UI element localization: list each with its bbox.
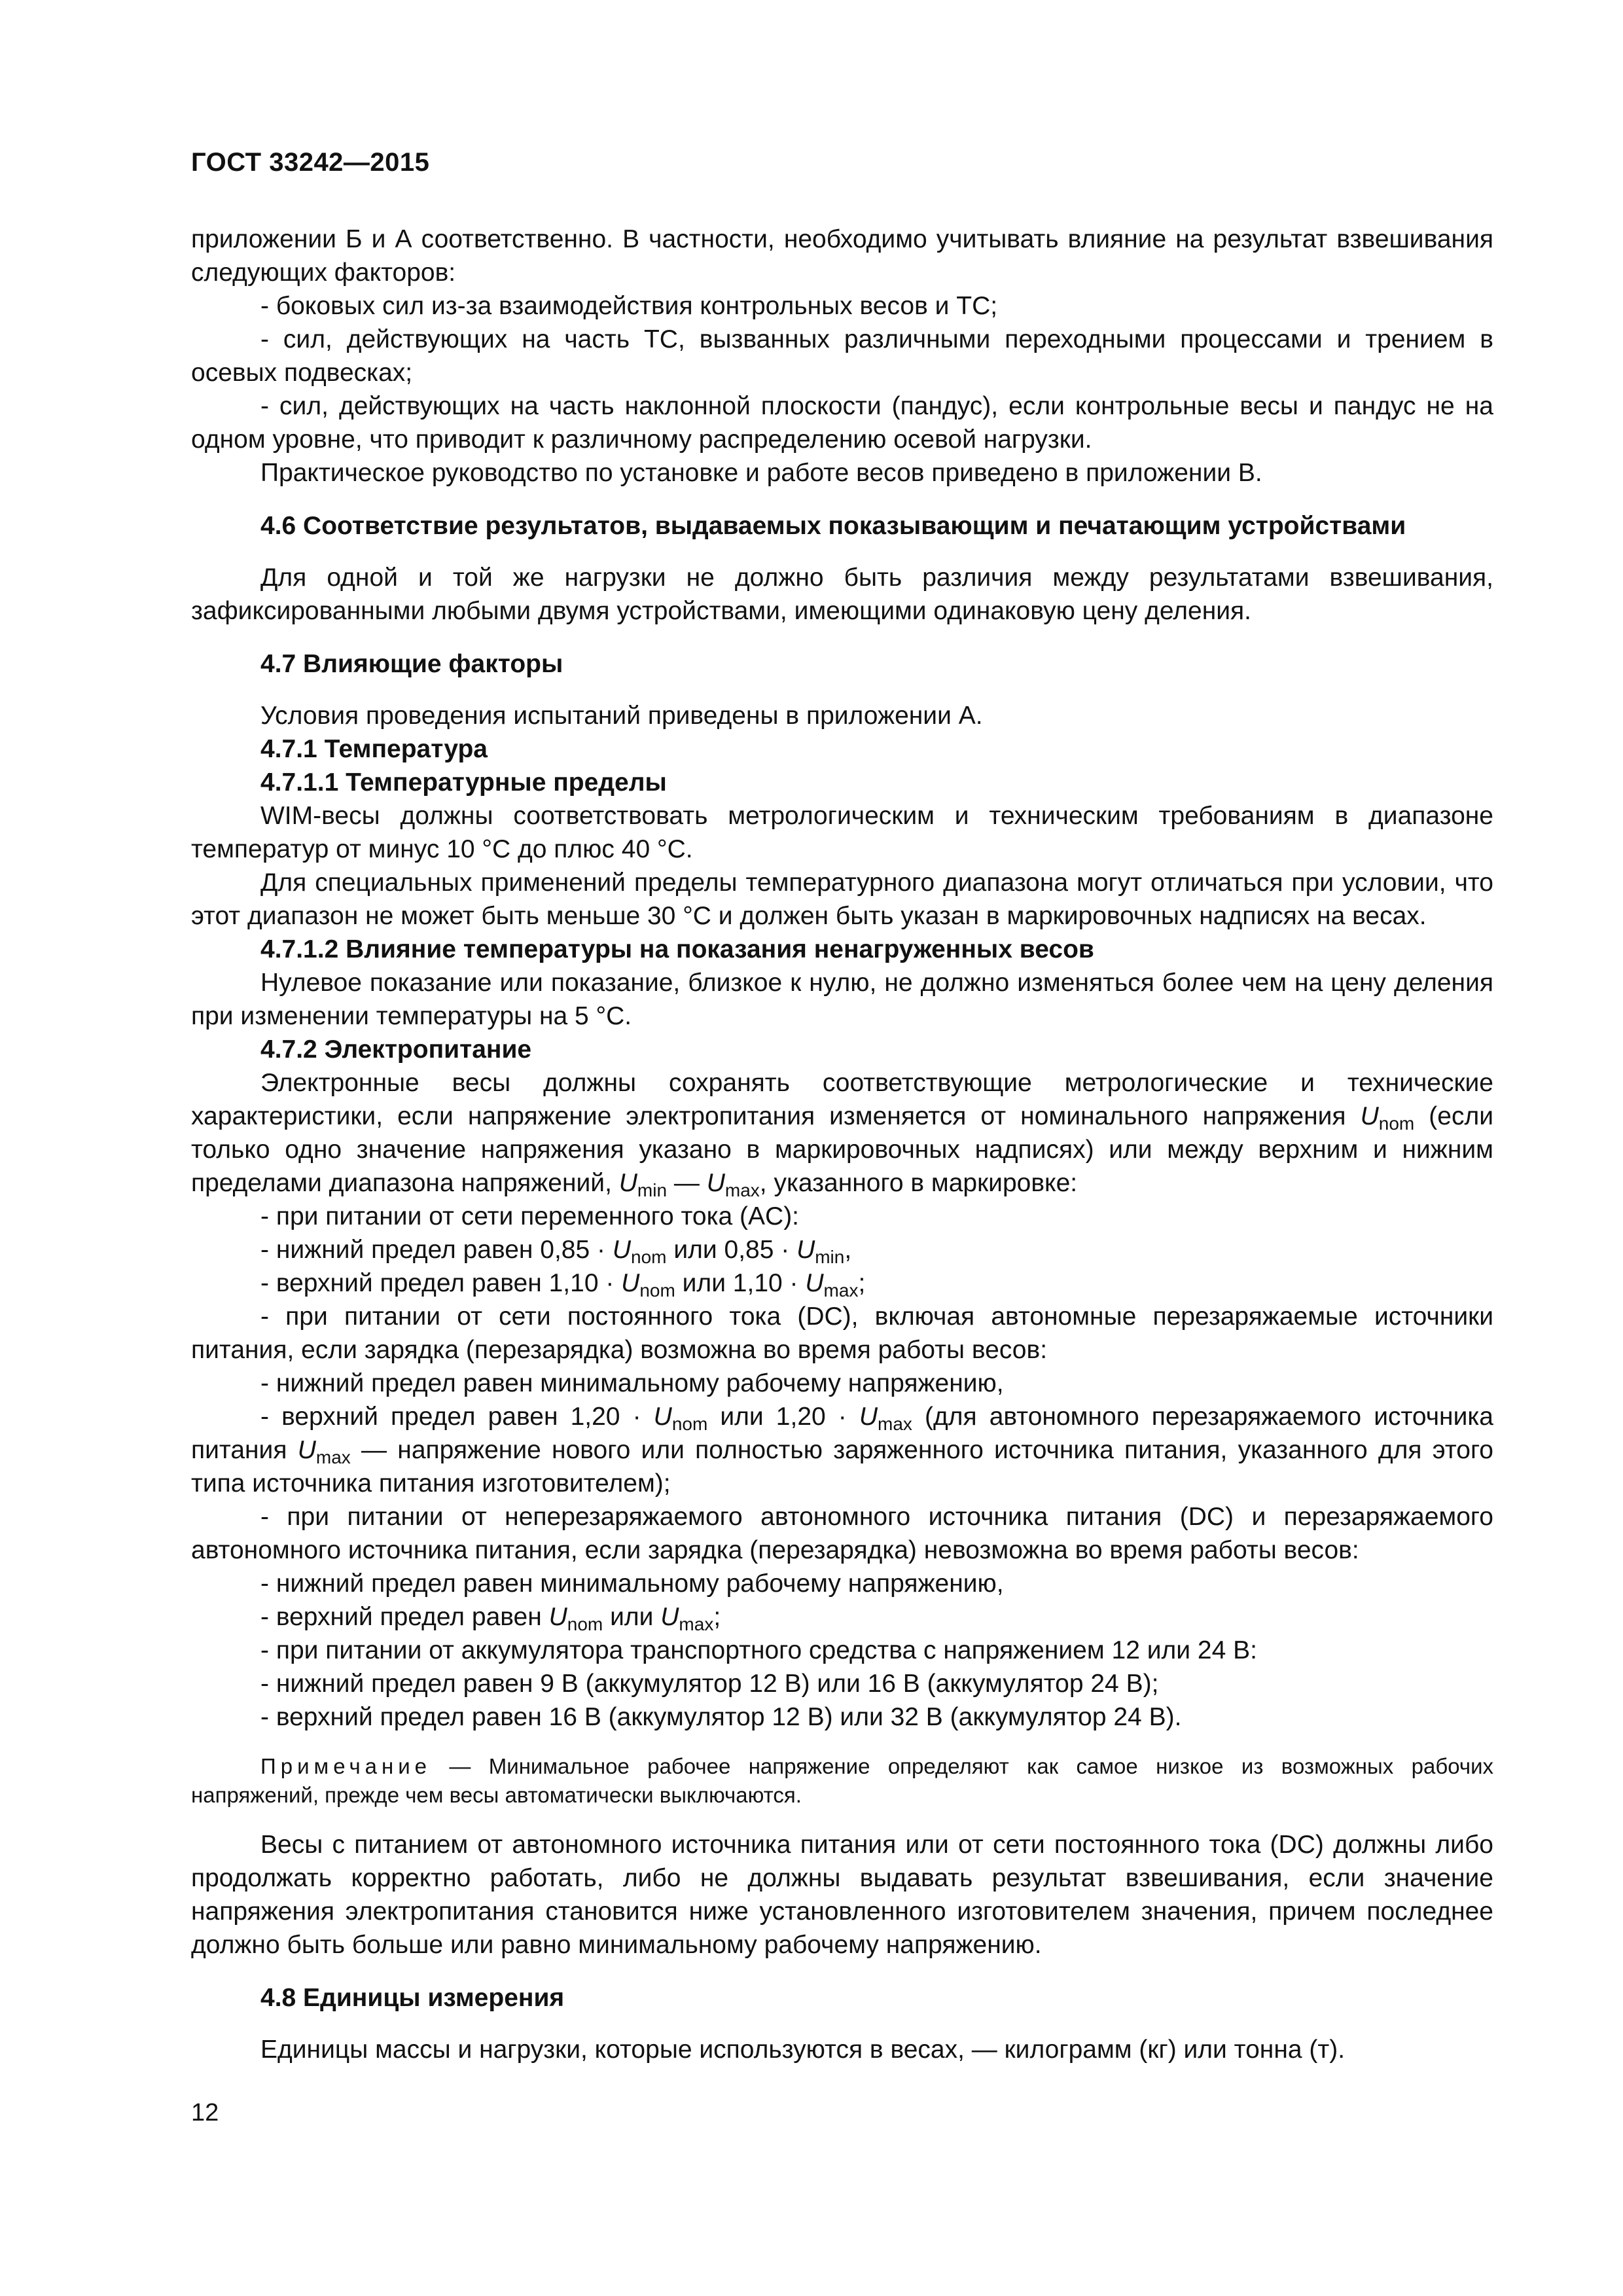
list-item-battery-title: - при питании от аккумулятора транспортного средства с напряжением 12 или 24 В: [260, 1636, 1257, 1664]
list-item-dc-high: - верхний предел равен $1,20 \cdot U_{nom}$ или $1,20 \cdot U_{max}$ (для автономного перезаряжаемого источника питания $U_{max}$ — напряжение нового или полностью заряженного источника питания, указанного для этого типа источника питания изготовителем); [191, 1403, 1494, 1498]
paragraph-4-7: Условия проведения испытаний приведены в приложении А. [260, 702, 983, 730]
paragraph-4-8: Единицы массы и нагрузки, которые используются в весах, — килограмм (кг) или тонна (т). [260, 2036, 1346, 2064]
document-body [191, 223, 1493, 2066]
page-number: 12 [191, 2099, 219, 2126]
section-heading-4-7-2: 4.7.2 Электропитание [260, 1035, 532, 1064]
paragraph-4-7-1-2: Нулевое показание или показание, близкое к нулю, не должно изменяться более чем на цену деления при изменении температуры на 5 °С. [191, 969, 1493, 1030]
paragraph-4-7-1-1-range: WIM-весы должны соответствовать метрологическим и техническим требованиям в диапазоне температур от минус 10 °С до плюс 40 °С. [191, 802, 1493, 863]
list-item-ac-high: - верхний предел равен $1,10 \cdot U_{nom}$ или $1,10 \cdot U_{max}$; [260, 1269, 866, 1300]
section-heading-4-7: 4.7 Влияющие факторы [260, 650, 563, 678]
section-heading-4-8: 4.8 Единицы измерения [260, 1984, 565, 2012]
section-heading-4-7-1-1: 4.7.1.1 Температурные пределы [260, 768, 667, 797]
list-item-transient-forces: - сил, действующих на часть ТС, вызванных различными переходными процессами и трением в осевых подвесках; [191, 325, 1493, 387]
paragraph-power-supply: Электронные весы должны сохранять соответствующие метрологические и технические характеристики, если напряжение электропитания изменяется от номинального напряжения $U_{nom}$ (если только одно значение напряжения указано в маркировочных надписях) или между верхним и нижним пределами диапазона напряжений, $U_{min}$ — $U_{max}$, указанного в маркировке: [191, 1069, 1493, 1200]
section-heading-4-6: 4.6 Соответствие результатов, выдаваемых показывающим и печатающим устройствами [260, 512, 1406, 540]
section-heading-4-7-1-2: 4.7.1.2 Влияние температуры на показания ненагруженных весов [260, 935, 1094, 963]
list-item-battery-low: - нижний предел равен 9 В (аккумулятор 12 В) или 16 В (аккумулятор 24 В); [260, 1670, 1159, 1698]
list-item-nonrechargeable-low: - нижний предел равен минимальному рабочему напряжению, [260, 1570, 1004, 1598]
section-heading-4-7-1: 4.7.1 Температура [260, 735, 488, 763]
intro-paragraph: приложении Б и А соответственно. В частности, необходимо учитывать влияние на результат взвешивания следующих факторов: [191, 225, 1493, 287]
list-item-dc-low: - нижний предел равен минимальному рабочему напряжению, [260, 1369, 1004, 1397]
list-item-dc-title: - при питании от сети постоянного тока (DC), включая автономные перезаряжаемые источники питания, если зарядка (перезарядка) возможна во время работы весов: [191, 1302, 1493, 1364]
standard-header: ГОСТ 33242—2015 [191, 148, 430, 177]
list-item-nonrechargeable-title: - при питании от неперезаряжаемого автономного источника питания (DC) и перезаряжаемого автономного источника питания, если зарядка (перезарядка) невозможна во время работы весов: [191, 1503, 1493, 1564]
paragraph-4-7-1-1-special: Для специальных применений пределы температурного диапазона могут отличаться при условии, что этот диапазон не может быть меньше 30 °С и должен быть указан в маркировочных надписях на весах. [191, 869, 1493, 930]
list-item-side-forces: - боковых сил из-за взаимодействия контрольных весов и ТС; [260, 292, 998, 320]
list-item-ac-title: - при питании от сети переменного тока (AC): [260, 1202, 800, 1230]
list-item-battery-high: - верхний предел равен 16 В (аккумулятор 12 В) или 32 В (аккумулятор 24 В). [260, 1703, 1182, 1731]
list-item-ac-low: - нижний предел равен $0,85 \cdot U_{nom}$ или $0,85 \cdot U_{min}$, [260, 1236, 852, 1267]
guide-paragraph: Практическое руководство по установке и работе весов приведено в приложении В. [260, 459, 1262, 487]
note-label: Примечание [260, 1754, 432, 1778]
note-paragraph: Примечание — Минимальное рабочее напряжение определяют как самое низкое из возможных рабочих напряжений, прежде чем весы автоматически выключаются. [191, 1754, 1493, 1807]
list-item-nonrechargeable-high: - верхний предел равен $U_{nom}$ или $U_{max}$; [260, 1603, 721, 1634]
paragraph-dc-behaviour: Весы с питанием от автономного источника питания или от сети постоянного тока (DC) должны либо продолжать корректно работать, либо не должны выдавать результат взвешивания, если значение напряжения электропитания становится ниже установленного изготовителем значения, причем последнее должно быть больше или равно минимальному рабочему напряжению. [191, 1831, 1493, 1959]
list-item-ramp-forces: - сил, действующих на часть наклонной плоскости (пандус), если контрольные весы и пандус не на одном уровне, что приводит к различному распределению осевой нагрузки. [191, 392, 1493, 454]
paragraph-4-6: Для одной и той же нагрузки не должно быть различия между результатами взвешивания, зафиксированными любыми двумя устройствами, имеющими одинаковую цену деления. [191, 564, 1493, 625]
